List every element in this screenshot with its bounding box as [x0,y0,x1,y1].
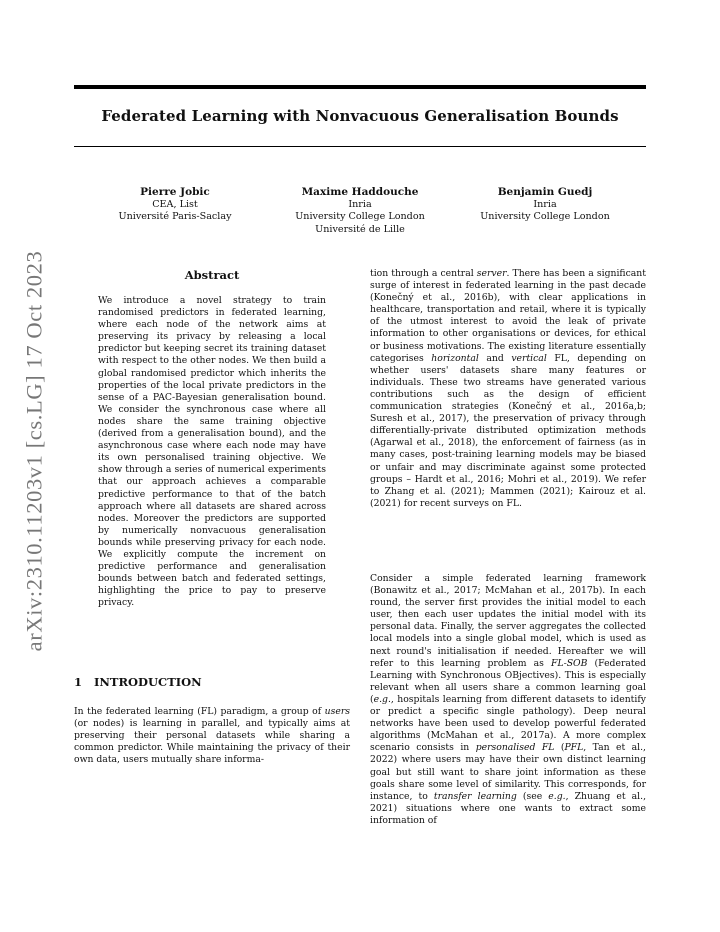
intro-paragraph: In the federated learning (FL) paradigm, a group of users (or nodes) is learning in parallel, and typically aims at preserving their personal datasets while sharing a common predictor. While maintaining the privacy of their own data, users mutually share informa- [74,706,350,766]
title-rule-top [74,85,646,89]
author-affiliation: Inria [533,198,557,210]
section-heading [74,675,202,689]
author-affiliation: University College London [480,211,610,222]
author-affiliation: CEA, List [152,198,198,210]
section-number: 1 [74,675,83,689]
author-affiliation: Université Paris-Saclay [118,211,232,222]
title-rule-bottom [74,146,646,147]
author-name: Maxime Haddouche [301,186,419,198]
author-affiliation: University College London [295,211,425,222]
arxiv-identifier: arXiv:2310.11203v1 [cs.LG] 17 Oct 2023 [21,250,46,652]
abstract-heading: Abstract [184,268,240,282]
body-paragraph: tion through a central server. There has been a significant surge of interest in federated learning in the past decade (Konečný et al., 2016b), with clear applications in healthcare, transportation and retail, where it is typically of the utmost interest to avoid the leak of private information to other organisations or devices, for ethical or business motivations. The existing literature essentially categorises horizontal and vertical FL, depending on whether users' datasets share many features or individuals. These two streams have generated various contributions such as the design of efficient communication strategies (Konečný et al., 2016a,b; Suresh et al., 2017), the preservation of privacy through differentially-private distributed optimization methods (Agarwal et al., 2018), the enforcement of fairness (as in many cases, post-training learning models may be biased or unfair and may discriminate against some protected groups – Hardt et al., 2016; Mohri et al., 2019). We refer to Zhang et al. (2021); Mammen (2021); Kairouz et al. (2021) for recent surveys on FL. [370,268,647,509]
body-paragraph: Consider a simple federated learning framework (Bonawitz et al., 2017; McMahan et al., 2017b). In each round, the server first provides the initial model to each user, then each user updates the initial model with its personal data. Finally, the server aggregates the collected local models into a single global model, which is used as next round's initialisation if needed. Hereafter we will refer to this learning problem as FL-SOB (Federated Learning with Synchronous OBjectives). This is especially relevant when all users share a common learning goal (e.g., hospitals learning from different datasets to identify or predict a specific single pathology). Deep neural networks have been used to develop powerful federated algorithms (McMahan et al., 2017a). A more complex scenario consists in personalised FL (PFL, Tan et al., 2022) where users may have their own distinct learning goal but still want to share joint information as these goals share some level of similarity. This corresponds, for instance, to transfer learning (see e.g., Zhuang et al., 2021) situations where one wants to extract some information of [370,573,647,826]
paper-title: Federated Learning with Nonvacuous Generalisation Bounds [101,107,619,125]
abstract-text: We introduce a novel strategy to train randomised predictors in federated learning, where each node of the network aims at preserving its privacy by releasing a local predictor but keeping secret its training dataset with respect to the other nodes. We then build a global randomised predictor which inherits the properties of the local private predictors in the sense of a PAC-Bayesian generalisation bound. We consider the synchronous case where all nodes share the same training objective (derived from a generalisation bound), and the asynchronous case where each node may have its own personalised training objective. We show through a series of numerical experiments that our approach achieves a comparable predictive performance to that of the batch approach where all datasets are shared across nodes. Moreover the predictors are supported by numerically nonvacuous generalisation bounds while preserving privacy for each node. We explicitly compute the increment on predictive performance and generalisation bounds between batch and federated settings, highlighting the price to pay to preserve privacy. [98,295,326,609]
author-block [470,186,620,224]
author-name: Benjamin Guedj [497,186,593,198]
author-block [110,186,240,224]
author-name: Pierre Jobic [140,186,210,198]
author-block [280,186,440,236]
section-title: INTRODUCTION [94,675,202,689]
author-affiliation: Inria [348,198,372,210]
arxiv-watermark [2,246,66,656]
author-affiliation: Université de Lille [315,223,405,235]
